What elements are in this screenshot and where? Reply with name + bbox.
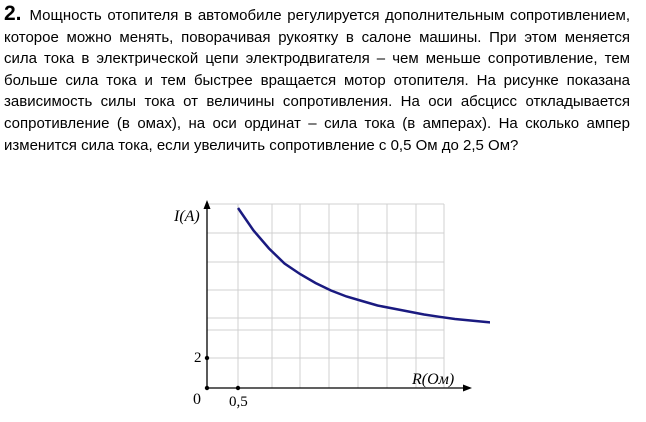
problem-statement: [4, 3, 630, 156]
grid: [207, 204, 444, 388]
origin-point: [205, 386, 209, 390]
current-resistance-graph: [150, 190, 490, 420]
origin-label: 0: [193, 391, 201, 408]
x-axis-arrow: [463, 385, 472, 392]
current-curve: [238, 208, 490, 330]
axes: [204, 200, 473, 392]
x-axis-label: R(Ом): [412, 371, 455, 388]
y-tick-label: 2: [194, 350, 202, 366]
y-axis-label: I(A): [174, 208, 200, 225]
problem-number: 2.: [4, 2, 22, 25]
x-tick-point: [236, 386, 240, 390]
y-tick-point: [205, 356, 209, 360]
x-tick-label: 0,5: [229, 394, 248, 410]
problem-text: Мощность отопителя в автомобиле регулируется дополнительным сопротивлением, которое можно менять, поворачивая рукоятку в салоне машины. При этом меняется сила тока в электрической цепи электродвигателя – чем меньше сопротивление, тем больше сила тока и тем быстрее вращается мотор отопителя. На рисунке показана зависимость силы тока от величины сопротивления. На оси абсцисс откладывается сопротивление (в омах), на оси ординат – сила тока (в амперах). На сколько ампер изменится сила тока, если увеличить сопротивление с 0,5 Ом до 2,5 Ом?: [4, 7, 630, 154]
